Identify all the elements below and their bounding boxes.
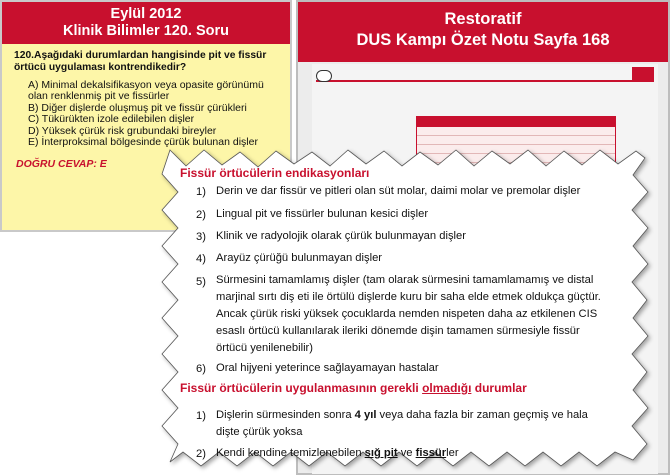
- indication-5-line-5: örtücü yenilenebilir): [216, 342, 314, 354]
- indication-1: Derin ve dar fissür ve pitleri olan süt molar, daimi molar ve premolar dişler: [216, 185, 581, 197]
- contra-1-text-a: Dişlerin sürmesinden sonra: [216, 409, 355, 421]
- option-e: E) İnterproksimal bölgesinde çürük bulunan dişler: [28, 136, 258, 149]
- contra-2-and: ve: [397, 447, 416, 459]
- indication-1-number: 1): [196, 186, 206, 198]
- indication-5-line-2: marjinal sırtı diş eti ile örtülü dişlerde kuru bir saha elde etmek oldukça güçtür.: [216, 291, 601, 303]
- contra-2-suffix: ler: [446, 447, 459, 459]
- indication-2: Lingual pit ve fissürler bulunan kesici dişler: [216, 208, 429, 220]
- contraindications-heading: [180, 381, 527, 395]
- contra-1-number: 1): [196, 410, 206, 422]
- note-subject: Restoratif: [444, 10, 522, 28]
- contra-1-text-c: veya daha fazla bir zaman geçmiş ve hala: [376, 409, 588, 421]
- option-a: A) Minimal dekalsifikasyon veya opasite görünümü olan renklenmiş pit ve fissürler: [28, 79, 264, 103]
- question-text: 120.Aşağıdaki durumlardan hangisinde pit ve fissür örtücü uygulaması kontrendikedir?: [14, 50, 267, 73]
- indication-3: Klinik ve radyolojik olarak çürük bulunmayan dişler: [216, 230, 466, 242]
- contra-1-duration: 4 yıl: [354, 409, 377, 421]
- question-label: Klinik Bilimler 120. Soru: [63, 23, 229, 39]
- contra-heading-part-1: Fissür örtücülerin uygulanmasının gerekli: [180, 381, 423, 395]
- contra-2-text-a: Kendi kendine temizlenebilen: [216, 447, 365, 459]
- note-page-title: DUS Kampı Özet Notu Sayfa 168: [356, 31, 610, 49]
- indications-heading: Fissür örtücülerin endikasyonları: [180, 166, 370, 180]
- option-d: D) Yüksek çürük risk grubundaki bireyler: [28, 124, 217, 137]
- contra-1: [216, 407, 588, 441]
- option-b: B) Diğer dişlerde oluşmuş pit ve fissür çürükleri: [28, 101, 247, 114]
- indication-4: Arayüz çürüğü bulunmayan dişler: [216, 252, 383, 264]
- indication-5: [216, 272, 636, 357]
- contra-1-line-2: dişte çürük yoksa: [216, 426, 303, 438]
- contra-2-shallow-pit: sığ pit: [364, 447, 398, 459]
- indication-2-number: 2): [196, 209, 206, 221]
- indication-6-number: 6): [196, 363, 206, 375]
- exam-date: Eylül 2012: [110, 6, 182, 22]
- correct-answer: DOĞRU CEVAP: E: [16, 158, 107, 171]
- option-c: C) Tükürükten izole edilebilen dişler: [28, 113, 195, 126]
- indication-6: Oral hijyeni yeterince sağlayamayan hastalar: [216, 362, 439, 374]
- contra-heading-underlined: olmadığı: [422, 381, 472, 395]
- indication-5-line-4: esaslı örtücü kullanılarak ileriki dönemde dişin tamamen sürmesiyle fissür: [216, 325, 580, 337]
- contra-2-fissure: fissür: [415, 447, 447, 459]
- indication-3-number: 3): [196, 231, 206, 243]
- contra-2: [216, 445, 459, 462]
- contra-2-number: 2): [196, 448, 206, 460]
- indication-5-line-3: Ancak çürük riski yüksek çocuklarda nemden nispeten daha az etkilenen CIS: [216, 308, 598, 320]
- indication-5-number: 5): [196, 276, 206, 288]
- contra-heading-part-3: durumlar: [471, 381, 527, 395]
- indication-5-line-1: Sürmesini tamamlamış dişler (tam olarak sürmesini tamamlamamış ve distal: [216, 274, 594, 286]
- indication-4-number: 4): [196, 253, 206, 265]
